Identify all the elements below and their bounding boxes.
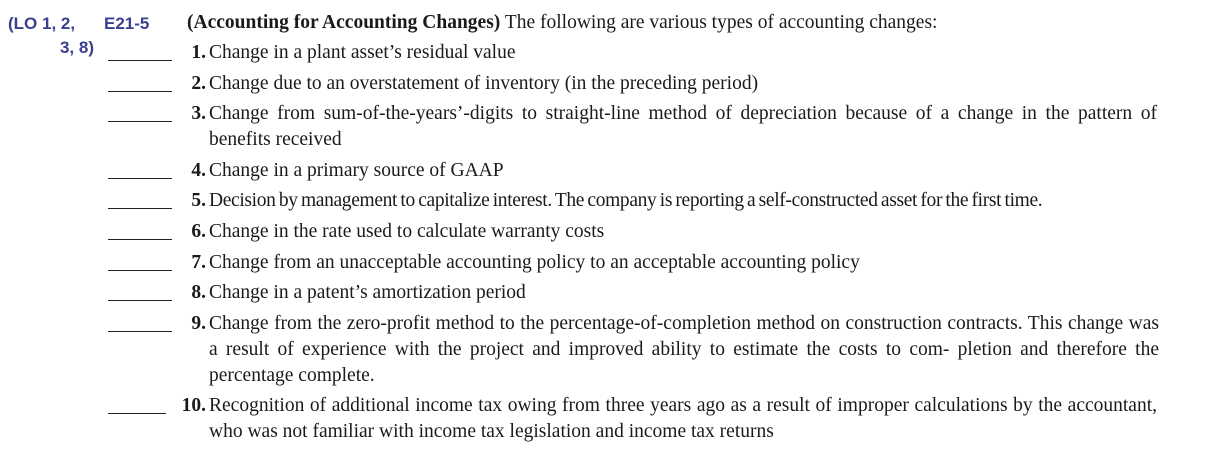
item-number-4: 4. bbox=[191, 159, 206, 181]
answer-blank-5[interactable] bbox=[108, 208, 172, 209]
item-text-6: Change in the rate used to calculate warranty costs bbox=[209, 220, 605, 242]
item-number-3: 3. bbox=[191, 103, 206, 125]
answer-blank-4[interactable] bbox=[108, 178, 172, 179]
item-text-7: Change from an unacceptable accounting policy to an acceptable accounting policy bbox=[209, 251, 860, 273]
item-number-10: 10. bbox=[181, 395, 206, 417]
exercise-intro: The following are various types of accounting changes: bbox=[504, 12, 938, 33]
item-text-10: Recognition of additional income tax owing from three years ago as a result of improper calculations by the accountant, who was not familiar with income tax legislation and income tax returns bbox=[209, 395, 1157, 443]
list-item-5 bbox=[0, 188, 1224, 214]
item-text-2: Change due to an overstatement of inventory (in the preceding period) bbox=[209, 72, 759, 94]
exercise-title: (Accounting for Accounting Changes) bbox=[187, 12, 501, 33]
list-item-4 bbox=[0, 158, 1224, 184]
list-item-3 bbox=[0, 101, 1224, 153]
list-item-10 bbox=[0, 393, 1224, 445]
item-text-1: Change in a plant asset’s residual value bbox=[209, 42, 516, 63]
learning-objectives-line2: 3, 8) bbox=[59, 38, 94, 57]
list-item-1 bbox=[0, 40, 1224, 66]
answer-blank-8[interactable] bbox=[108, 300, 172, 301]
item-text-8: Change in a patent’s amortization period bbox=[209, 282, 526, 304]
item-number-1: 1. bbox=[191, 42, 206, 63]
list-item-9 bbox=[0, 311, 1224, 389]
answer-blank-7[interactable] bbox=[108, 270, 172, 271]
item-number-5: 5. bbox=[191, 190, 206, 212]
item-text-3: Change from sum-of-the-years’-digits to straight-line method of depreciation because of a change in the pattern of benefits received bbox=[209, 103, 1157, 151]
list-item-6 bbox=[0, 219, 1224, 245]
list-item-8 bbox=[0, 280, 1224, 306]
answer-blank-6[interactable] bbox=[108, 239, 172, 240]
item-number-2: 2. bbox=[191, 72, 206, 94]
answer-blank-9[interactable] bbox=[108, 331, 172, 332]
answer-blank-3[interactable] bbox=[108, 121, 172, 122]
answer-blank-10[interactable] bbox=[108, 413, 166, 414]
item-number-7: 7. bbox=[191, 251, 206, 273]
item-text-4: Change in a primary source of GAAP bbox=[209, 159, 504, 181]
item-number-8: 8. bbox=[191, 282, 206, 304]
learning-objectives-line1: (LO 1, 2, bbox=[8, 14, 76, 33]
item-number-6: 6. bbox=[191, 220, 206, 242]
item-text-9: Change from the zero-profit method to the percentage-of-completion method on construction contracts. This change was a result of experience with the project and improved ability to estimate the costs to com- pletion and therefore the percentage complete. bbox=[209, 312, 1159, 386]
exercise-heading bbox=[187, 10, 937, 36]
item-number-9: 9. bbox=[191, 312, 206, 334]
list-item-7 bbox=[0, 250, 1224, 276]
answer-blank-2[interactable] bbox=[108, 91, 172, 92]
list-item-2 bbox=[0, 71, 1224, 97]
accounting-changes-list bbox=[0, 40, 1224, 450]
answer-blank-1[interactable] bbox=[108, 60, 172, 61]
exercise-number: E21-5 bbox=[104, 14, 150, 33]
item-text-5: Decision by management to capitalize interest. The company is reporting a self-constructed asset for the first time. bbox=[209, 190, 1043, 212]
